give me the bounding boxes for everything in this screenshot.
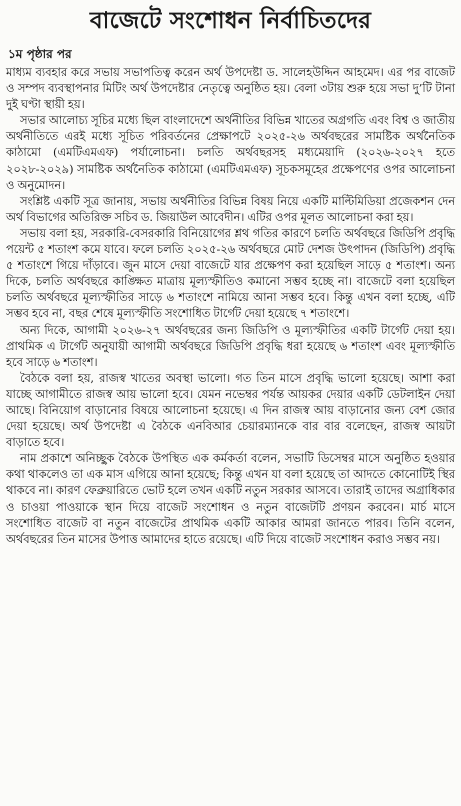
article-paragraph: সংশ্লিষ্ট একটি সূত্র জানায়, সভায় অর্থনীতির বিভিন্ন বিষয় নিয়ে একটি মাল্টিমিডিয়া প্রজেকশন দেন অর্থ বিভাগের অতিরিক্ত সচিব ড. জিয়াউল আবেদীন। এটির ওপর মূলত আলোচনা করা হয়।	[6, 193, 455, 224]
article-paragraph: মাধ্যম ব্যবহার করে সভায় সভাপতিত্ব করেন অর্থ উপদেষ্টা ড. সালেহউদ্দিন আহমেদ। এর পর বাজেট ও সম্পদ ব্যবস্থাপনার মিটিং অর্থ উপদেষ্টার নেতৃত্বে অনুষ্ঠিত হয়। বেলা ৩টায় শুরু হয়ে সভা দু’টি টানা দুই ঘণ্টা স্থায়ী হয়।	[6, 65, 455, 112]
article-paragraph: বৈঠকে বলা হয়, রাজস্ব খাতের অবস্থা ভালো। গত তিন মাসে প্রবৃদ্ধি ভালো হয়েছে। আশা করা যাচ্ছে আগামীতে রাজস্ব আয় ভালো হবে। যেমন নভেম্বর পর্যন্ত আয়কর দেয়ার একটি ডেটলাইন দেয়া আছে। বিনিয়োগ বাড়ানোর বিষয়ে আলোচনা হয়েছে। এ দিন রাজস্ব আয় বাড়ানোর জন্য বেশ জোর দেয়া হয়েছে। অর্থ উপদেষ্টা এ বৈঠকে এনবিআর চেয়ারম্যানকে বার বার বলেছেন, রাজস্ব আয়টা বাড়াতে হবে।	[6, 370, 455, 450]
article-paragraph: সভার আলোচ্য সূচির মধ্যে ছিল বাংলাদেশে অর্থনীতির বিভিন্ন খাতের অগ্রগতি এবং বিশ্ব ও জাতীয় অর্থনীতিতে এরই মধ্যে সূচিত পরিবর্তনের প্রেক্ষাপটে ২০২৫-২৬ অর্থবছরের সামষ্টিক অর্থনৈতিক কাঠামো (এমটিএমএফ) পর্যালোচনা। চলতি অর্থবছরসহ মধ্যমেয়াদি (২০২৬-২০২৭ হতে ২০২৮-২০২৯) সামষ্টিক অর্থনৈতিক কাঠামো (এমটিএমএফ) সূচকসমূহের প্রক্ষেপণের ওপর আলোচনা ও অনুমোদন।	[6, 113, 455, 192]
article-paragraph: নাম প্রকাশে অনিচ্ছুক বৈঠকে উপস্থিত এক কর্মকর্তা বলেন, সভাটি ডিসেম্বর মাসে অনুষ্ঠিত হওয়ার কথা থাকলেও তা এক মাস এগিয়ে আনা হয়েছে; কিন্তু এখন যা বলা হয়েছে তা আদতে কোনোটিই স্থির থাকবে না। কারণ ফেব্রুয়ারিতে ভোট হলে তখন একটি নতুন সরকার আসবে। তারাই তাদের অগ্রাধিকার ও চাওয়া পাওয়াকে স্থান দিয়ে বাজেট সংশোধন ও নতুন বাজেটটি প্রণয়ন করবেন। মার্চ মাসে সংশোধিত বাজেট বা নতুন বাজেটের প্রাথমিক একটি আকার আমরা জানতে পারব। তিনি বলেন, অর্থবছরের তিন মাসের উপাত্ত আমাদের হাতে রয়েছে। এটি দিয়ে বাজেট সংশোধন করাও সম্ভব নয়।	[6, 451, 455, 546]
headline: বাজেটে সংশোধন নির্বাচিতদের	[89, 8, 372, 34]
article-paragraph: সভায় বলা হয়, সরকারি-বেসরকারি বিনিয়োগের শ্লথ গতির কারণে চলতি অর্থবছরে জিডিপি প্রবৃদ্ধি পয়েন্ট ৫ শতাংশ কমে যাবে। ফলে চলতি ২০২৫-২৬ অর্থবছরে মোট দেশজ উৎপাদন (জিডিপি) প্রবৃদ্ধি ৫ শতাংশে গিয়ে দাঁড়াবে। জুন মাসে দেয়া বাজেটে যার প্রক্ষেপণ করা হয়েছিল সাড়ে ৫ শতাংশ। অন্য দিকে, চলতি অর্থবছরে কাঙ্ক্ষিত মাত্রায় মূল্যস্ফীতিও কমানো সম্ভব হচ্ছে না। বাজেটে বলা হয়েছিল চলতি অর্থবছরে মূল্যস্ফীতির সাড়ে ৬ শতাংশে নামিয়ে আনা সম্ভব হবে। কিন্তু এখন বলা হচ্ছে, এটি সম্ভব হবে না, বছর শেষে মূল্যস্ফীতি সংশোধিত টার্গেট দেয়া হয়েছে ৭ শতাংশে।	[6, 225, 455, 321]
article-paragraph: অন্য দিকে, আগামী ২০২৬-২৭ অর্থবছরের জন্য জিডিপি ও মূল্যস্ফীতির একটি টার্গেট দেয়া হয়। প্রাথমিক এ টার্গেট অনুযায়ী আগামী অর্থবছরে জিডিপি প্রবৃদ্ধি ধরা হয়েছে ৬ শতাংশ এবং মূল্যস্ফীতি হবে সাড়ে ৬ শতাংশ।	[6, 322, 455, 369]
continuation-label: ১ম পৃষ্ঠার পর	[8, 47, 72, 61]
article-body	[6, 64, 455, 547]
